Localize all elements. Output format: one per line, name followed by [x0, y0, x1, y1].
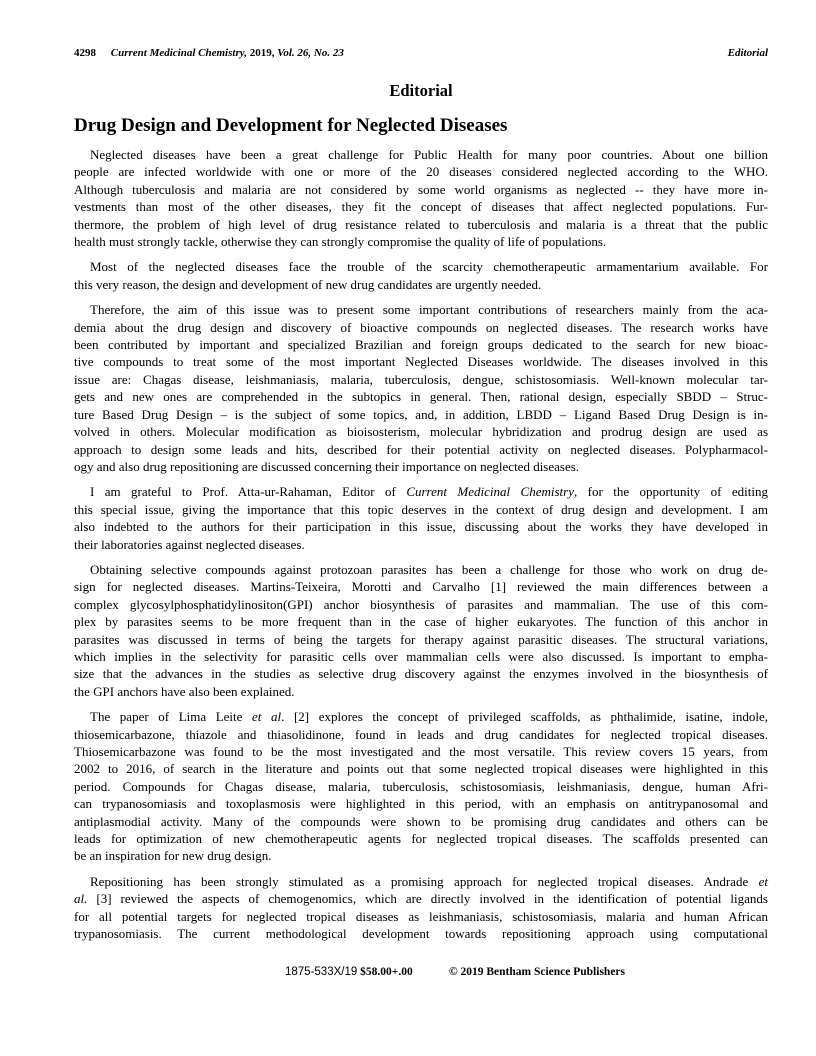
header-page-number: 4298 [74, 47, 96, 59]
paragraph [74, 561, 768, 700]
text-line [74, 873, 768, 890]
text-line [74, 423, 768, 440]
article-body [74, 146, 768, 942]
text-line [74, 631, 768, 648]
text-line [74, 353, 768, 370]
text-line [74, 613, 768, 630]
paragraph [74, 708, 768, 865]
italic-text-run: et [758, 873, 768, 889]
text-run: trypanosomiasis. The current methodological development towards repositioning approach using computational [74, 926, 768, 942]
text-line [74, 146, 768, 163]
text-run: parasites was discussed in terms of being the targets for therapy against parasitic diseases. The structural variations, [74, 631, 768, 647]
text-line [74, 163, 768, 180]
text-run: for all potential targets for neglected tropical diseases as leishmaniasis, schistosomiasis, malaria and human African [74, 908, 768, 924]
text-line [74, 501, 768, 518]
text-run: their laboratories against neglected diseases. [74, 536, 305, 552]
text-run: the GPI anchors have also been explained. [74, 683, 295, 699]
header-journal-title: Current Medicinal Chemistry, [110, 47, 247, 59]
header-section-label: Editorial [727, 47, 768, 59]
text-run: Neglected diseases have been a great challenge for Public Health for many poor countries. About one billion [90, 147, 768, 162]
text-run: thiosemicarbazone, thiazole and thiasolidinone, found in leads and drug candidates for neglected tropical diseases. [74, 726, 768, 742]
text-run: Therefore, the aim of this issue was to present some important contributions of researchers mainly from the aca- [90, 302, 768, 318]
text-run: , for the opportunity of editing [574, 484, 768, 500]
paragraph [74, 483, 768, 553]
text-run: 2002 to 2016, of search in the literature and points out that some neglected tropical diseases were highlighted in this [74, 761, 768, 777]
text-line [74, 301, 768, 318]
text-line [74, 336, 768, 353]
text-line [74, 181, 768, 198]
text-line [74, 648, 768, 665]
text-line [74, 406, 768, 423]
text-run: I am grateful to Prof. Atta-ur-Rahaman, Editor of [90, 484, 407, 500]
text-line [74, 596, 768, 613]
text-line [74, 441, 768, 458]
text-line [74, 458, 768, 475]
italic-text-run: al. [74, 891, 88, 907]
text-run: ture Based Drug Design – is the subject of some topics, and, in addition, LBDD – Ligand Based Drug Design is in- [74, 406, 768, 422]
running-header [74, 46, 768, 60]
text-line [74, 536, 768, 553]
text-line [74, 726, 768, 743]
text-line [74, 683, 768, 700]
text-run: complex glycosylphosphatidylinositon(GPI) anchor biosynthesis of parasites and mammalian. The use of this com- [74, 596, 768, 612]
text-run: [3] reviewed the aspects of chemogenomics, which are directly involved in the identification of potential ligands [87, 891, 768, 907]
text-line [74, 778, 768, 795]
text-run: which implies in the selectivity for parasitic cells over mammalian cells were also discussed. Is important to empha- [74, 648, 768, 664]
text-run: Thiosemicarbazone was found to be the most investigated and the most versatile. This review covers 15 years, from [74, 744, 768, 759]
text-run: issue are: Chagas disease, leishmaniasis, malaria, tuberculosis, dengue, schistosomiasis. Well-known molecular tar- [74, 371, 768, 387]
header-year: 2019, [249, 47, 275, 59]
text-run: this very reason, the design and development of new drug candidates are urgently needed. [74, 276, 542, 292]
text-line [74, 890, 768, 907]
text-line [74, 233, 768, 250]
text-run: Repositioning has been strongly stimulated as a promising approach for neglected tropical diseases. Andrade [90, 873, 759, 889]
text-line [74, 319, 768, 336]
text-run: leads for optimization of new chemotherapeutic agents for neglected tropical diseases. The scaffolds presented can [74, 831, 768, 847]
text-run: Obtaining selective compounds against protozoan parasites has been a challenge for those who work on drug de- [90, 561, 768, 577]
text-run: can trypanosomiasis and toxoplasmosis were highlighted in this period, with an emphasis on antitrypanosomal and [74, 796, 768, 812]
header-citation [74, 46, 344, 60]
text-line [74, 743, 768, 760]
page-footer [285, 965, 625, 979]
text-line [74, 216, 768, 233]
text-run: be an inspiration for new drug design. [74, 848, 272, 864]
text-run: demia about the drug design and discovery of bioactive compounds on neglected diseases. The research works have [74, 319, 768, 335]
text-run: The paper of Lima Leite [90, 709, 253, 725]
paragraph [74, 146, 768, 250]
text-line [74, 518, 768, 535]
header-volume-info: Vol. 26, No. 23 [277, 47, 344, 59]
text-line [74, 813, 768, 830]
text-run: tive compounds to treat some of the most important Neglected Diseases worldwide. The diseases involved in this [74, 354, 768, 370]
text-line [74, 483, 768, 500]
text-run: Most of the neglected diseases face the trouble of the scarcity chemotherapeutic armamentarium available. For [90, 259, 768, 275]
text-run: volved in others. Molecular modification as bioisosterism, molecular hybridization and prodrug design are used as [74, 424, 768, 440]
text-line [74, 847, 768, 864]
text-run: plex by parasites seems to be more frequent than in the case of higher eukaryotes. The function of this anchor in [74, 614, 768, 630]
text-run: . [2] explores the concept of privileged scaffolds, as phthalimide, isatine, indole, [281, 709, 768, 725]
text-line [74, 665, 768, 682]
italic-text-run: et al [252, 709, 282, 725]
text-run: also indebted to the authors for their participation in this issue, discussing about the works they have developed in [74, 519, 768, 535]
text-run: this special issue, giving the importance that this topic deserves in the context of drug design and development. I am [74, 501, 768, 517]
text-run: thermore, the problem of high level of drug resistance related to tuberculosis and malaria is a threat that the public [74, 216, 768, 232]
footer-issn: 1875-533X/19 [285, 966, 358, 978]
text-line [74, 388, 768, 405]
text-run: antiplasmodial activity. Many of the compounds were shown to be promising drug candidates and others can be [74, 813, 768, 829]
article-type-title: Editorial [389, 81, 453, 100]
text-run: period. Compounds for Chagas disease, malaria, tuberculosis, schistosomiasis, leishmaniasis, dengue, human Afri- [74, 778, 768, 794]
text-run: Although tuberculosis and malaria are not considered by some world organisms as neglected -- they have more in- [74, 181, 768, 197]
text-line [74, 198, 768, 215]
text-line [74, 578, 768, 595]
text-line [74, 276, 768, 293]
text-line [74, 258, 768, 275]
footer-copyright: © 2019 Bentham Science Publishers [449, 966, 625, 978]
text-run: approach to design some leads and hits, described for their potential activity on neglected diseases. Polypharmacol- [74, 441, 768, 457]
text-line [74, 371, 768, 388]
text-line [74, 561, 768, 578]
text-run: gets and new ones are comprehended in the subtopics in general. Then, rational design, especially SBDD – Struc- [74, 389, 768, 405]
text-run: people are infected worldwide with one or more of the 20 diseases considered neglected according to the WHO. [74, 164, 768, 180]
text-run: vestments than most of the other diseases, they fit the concept of diseases that affect neglected populations. Fur- [74, 199, 768, 215]
text-line [74, 830, 768, 847]
footer-price: $58.00+.00 [360, 966, 413, 978]
text-line [74, 925, 768, 942]
text-line [74, 708, 768, 725]
footer-issn-price [285, 965, 413, 979]
paragraph [74, 873, 768, 943]
text-line [74, 795, 768, 812]
text-run: sign for neglected diseases. Martins-Teixeira, Morotti and Carvalho [1] reviewed the main differences between a [74, 579, 768, 595]
paragraph [74, 301, 768, 475]
paragraph [74, 258, 768, 293]
text-run: ogy and also drug repositioning are discussed concerning their importance on neglected diseases. [74, 458, 580, 474]
text-run: health must strongly tackle, otherwise they can strongly compromise the quality of life of populations. [74, 234, 607, 250]
text-line [74, 908, 768, 925]
text-run: been contributed by important and specialized Brazilian and foreign groups dedicated to the search for new bioac- [74, 337, 768, 353]
text-run: size that the advances in the studies as selective drug discovery against the enzymes involved in the biosynthesis of [74, 666, 768, 682]
italic-text-run: Current Medicinal Chemistry [406, 484, 574, 500]
text-line [74, 760, 768, 777]
article-title: Drug Design and Development for Neglected Diseases [74, 115, 508, 136]
